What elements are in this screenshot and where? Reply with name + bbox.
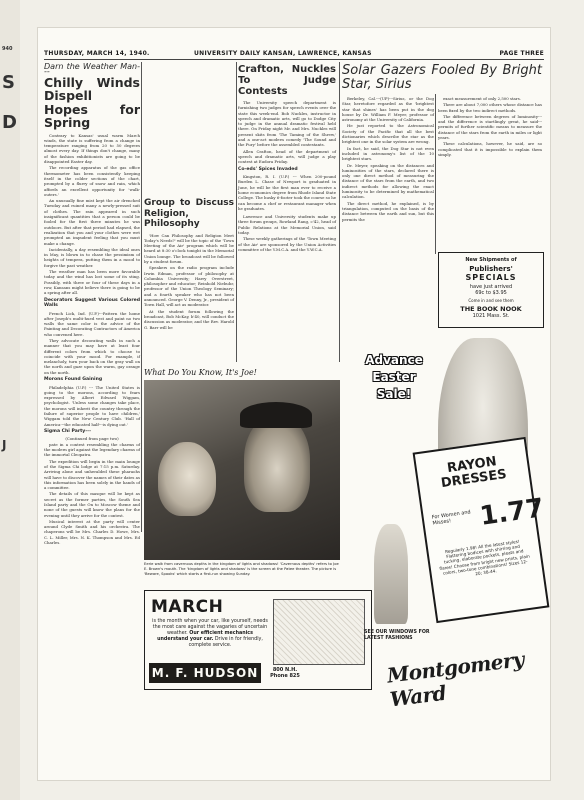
ward-ad-price-tag bbox=[413, 437, 550, 623]
ward-ad-fine-print: Regularly 1.98! All the latest styles! Flattering bodices with shirring and tucking, elaborate pockets, pleats and flares! Choose from bright new prints, plain colors, two-tone combinations! Sizes 12-20; 38-44. bbox=[438, 538, 530, 577]
actress-figure bbox=[158, 442, 216, 516]
solar-paragraph: He just reported to the Astronomical Society of the Pacific that all the best dictionaries which describe the star as the brightest one in the solar system are wrong. bbox=[342, 123, 434, 145]
adjacent-page-edge bbox=[0, 0, 20, 800]
book-ad-line: New Shipments of bbox=[465, 257, 517, 263]
hudson-ad-text-bold: Our efficient mechanics understand your car. bbox=[157, 631, 254, 642]
coeds-headline: Co-eds' Spices Invaded bbox=[238, 166, 298, 172]
book-ad-line: Publishers' bbox=[469, 265, 513, 273]
hudson-ad-text: is the month when your car, like yourself, needs the most care against the vagaries of uncertain weather. bbox=[152, 619, 268, 636]
police-cap bbox=[240, 402, 312, 428]
book-ad-line: Come in and see them bbox=[468, 298, 514, 303]
sigmachi-paragraph: The details of this masque will be kept as secret as the former parties, the South Sea Island party and the On to Moscow theme and none of the guests will know the plans for the evening until they arrive for the contest. bbox=[44, 491, 140, 518]
crafton-article bbox=[238, 64, 336, 253]
dress-illustration bbox=[374, 524, 408, 624]
solar-paragraph: The difference between degrees of luminosity---and the difference is startlingly great, he said---permits of further scientific means to measure the distance of the stars from the earth in miles or light years. bbox=[438, 113, 542, 141]
lawrence-paragraph: These weekly gatherings of the 'Town Meeting of the Air' are sponsored by the Union Activities committee of the Y.M.C.A. and the Y.W.C.A. bbox=[238, 236, 336, 252]
sigmachi-paragraph: Musical interest at the party will center around Clyde Smith and his orchestra. The chaperons will be Mrs. Charles D. Howe, Mrs. C. L. Miller, Mrs. N. K. Thompson and Mrs. Ed Charles. bbox=[44, 518, 140, 546]
ward-ad-price: 1.77 bbox=[478, 493, 546, 532]
header-paper-name: UNIVERSITY DAILY KANSAN, LAWRENCE, KANSAS bbox=[194, 50, 372, 57]
sigmachi-continued: (Continued from page two) bbox=[65, 436, 119, 442]
solar-headline: Solar Gazers Fooled By Bright Star, Sirius bbox=[342, 63, 542, 92]
actor-figure bbox=[244, 416, 310, 512]
hudson-ad-address bbox=[267, 667, 303, 679]
hudson-ad-text: Drive in for friendly, complete service. bbox=[188, 637, 263, 648]
hudson-ad-address-line: 800 N.H. bbox=[272, 667, 298, 673]
book-ad-line: SPECIALS bbox=[465, 273, 517, 282]
column-rule bbox=[435, 94, 436, 254]
weather-paragraph: The recording apparatus of the gas office thermometer has been consistently keeping itself in the colder sections of the chart, prompted by a flurry of snow and rain, which affords an excellent opportunity for 'walk-outers.' bbox=[44, 165, 140, 197]
weather-article bbox=[44, 64, 140, 546]
weather-kicker: Darn the Weather Man--- bbox=[44, 62, 140, 77]
philosophy-headline: Group to Discuss Religion, Philosophy bbox=[144, 198, 234, 229]
decorators-paragraph: French Lick, Ind. (U.P.)---Pattern the home after Joseph's multi-hued vest and paint no two walls the same color is the advice of the Painting and Decorating Contractors of America who convened here. bbox=[44, 310, 140, 337]
hudson-ad-body bbox=[152, 619, 268, 649]
crafton-paragraph: Allen Crafton, head of the department of speech and dramatic arts, will judge a play contest at Eudora Friday. bbox=[238, 148, 336, 165]
book-ad-line: have just arrived bbox=[469, 284, 513, 290]
solar-paragraph: These calculations, however, he said, are so complicated that it is impossible to explain them simply. bbox=[438, 141, 542, 157]
hudson-service-ad bbox=[144, 590, 372, 690]
ward-ad-for: For Women and Misses! bbox=[431, 509, 472, 527]
solar-paragraph: In fact, he said, the Dog Star is not even included in astronomy's list of the 10 brightest stars. bbox=[342, 145, 434, 162]
column-rule bbox=[339, 62, 340, 362]
solar-paragraph: The direct method, he explained, is by triangulation, computed on the basis of the distance between the earth and sun, but this permits the bbox=[342, 200, 434, 222]
weather-paragraph: The weather man has been more favorable today and the wind has lost some of its sting. Possibly, with three or four of these days in a row, Kansans might believe there is going to be a spring after all. bbox=[44, 269, 140, 296]
solar-column-right bbox=[438, 96, 542, 158]
movie-still-photo bbox=[144, 380, 340, 560]
edge-letter-1: S bbox=[2, 72, 15, 93]
decorators-headline: Decorators Suggest Various Colored Walls bbox=[44, 297, 140, 308]
weather-paragraph: Contrary to Kansas' usual warm March winds, the state is suffering from a change in temperature ranging from 20 to 50 degrees almost every day. If things don't change, many of the fashion exhibitionists are going to be disappointed Easter day. bbox=[44, 132, 140, 165]
header-date: THURSDAY, MARCH 14, 1940. bbox=[44, 50, 150, 57]
philosophy-article bbox=[144, 198, 234, 331]
header-page-number: PAGE THREE bbox=[499, 50, 544, 57]
weather-headline: Chilly Winds Dispell Hopes for Spring bbox=[44, 74, 140, 131]
ward-ad-logo: Montgomery Ward bbox=[385, 647, 526, 712]
coeds-paragraph: Kingston, R. I. (U.P.) --- When 200-pound Burden L. Chase of Newport is graduated in June, he will be the first man ever to receive a home economics degree from Rhode Island State College. The husky 6-footer took the course so he can become a chef or restaurant manager when he graduates. bbox=[238, 174, 336, 211]
solar-paragraph: There are about 7,000 others whose distance has been fixed by the two indirect methods. bbox=[438, 102, 542, 113]
morons-headline: Morons Found Gaining bbox=[44, 377, 103, 383]
hudson-ad-name: M. F. HUDSON bbox=[149, 663, 261, 683]
weather-paragraph: An unusually fine mist kept the air drenched Tuesday and ruined many a newly-pressed suit of clothes. The rain appeared in such insignificant quantities that a person could be fooled for the first three minutes he was outdoors. But after that period had elapsed, the realization that you and your clothes were wet prompted an impudent feeling that you must make a change. bbox=[44, 198, 140, 246]
sigmachi-paragraph: The expedition will begin in the main lounge of the Sigma Chi lodge at 7:15 p.m. Saturday. Arriving alone and unheralded these pharaohs will have to discover the names of their dates as this information has been solely in the hands of a committee. bbox=[44, 458, 140, 491]
edge-letter-2: D bbox=[2, 112, 17, 133]
solar-article bbox=[342, 64, 542, 92]
crafton-paragraph: The University speech department is furnishing two judges for speech events over the state this week-end. Bob Nuckles, instructor in speech and dramatic arts, will go to Dodge City to judge in the annual dramatic festival held there. On Friday night Mr. and Mrs. Nuckles will present skits from 'The Taming of the Shrew,' and a one-act modern comedy 'The Sound and the Fury' before the assembled contestants. bbox=[238, 100, 336, 148]
column-rule bbox=[236, 62, 237, 362]
lawrence-paragraph: Lawrence and University students make up three forum groups, Rowland Rang, c'42, head of Public Relations at the Memorial Union, said today. bbox=[238, 214, 336, 236]
sigmachi-headline: Sigma Chi Party--- bbox=[44, 428, 91, 434]
newspaper-page bbox=[38, 28, 550, 780]
solar-column-left bbox=[342, 96, 434, 223]
photo-caption: Eerie walk from cavernous depths in the kingdom of lights and shadows! 'Cavernous depths' refers to Joe E. Brown's mouth. The 'kingdom of lights and shadows' is the screen at the Patee theater. The picture is 'Beware, Spooks' which starts a first-run showing Sunday. bbox=[144, 562, 339, 576]
photo-caption-head: What Do You Know, It's Joe! bbox=[144, 368, 257, 377]
hudson-ad-phone: Phone 825 bbox=[270, 673, 300, 679]
philosophy-paragraph: At the student forum following the broadcast, Bob McKay, b'40, will conduct the discussion as moderator, and the Rev. Harold G. Barr will be bbox=[144, 308, 234, 330]
crafton-headline: Crafton, Nuckles To Judge Contests bbox=[238, 64, 336, 97]
sigmachi-paragraph: pate in a contest resembling the charms of the modern girl against the legendary charms of the immortal Cleopatra. bbox=[44, 441, 140, 458]
ward-ad-see-windows: SEE OUR WINDOWS FOR LATEST FASHIONS bbox=[364, 630, 430, 641]
page-header bbox=[44, 50, 544, 60]
decorators-paragraph: They advocate decorating walls in such a manner that you may have at least four different colors from which to choose to coincide with your mood. For example, if melancholy, turn your back on the gray wall on the north and gaze upon the warm, gay orange on the north. bbox=[44, 337, 140, 375]
morons-paragraph: Philadelphia (U.P.) --- The United States is going to the morons, according to fears expressed by Albert Edward Wiggam, psychologist. 'Unless some changes take place, the morons will inherit the country through the failure of superior people to have children,' Wiggam told the New Century Club. 'Hall of America---the educated half---is dying out.' bbox=[44, 384, 140, 427]
ward-ad-advance: Advance Easter Sale! bbox=[365, 353, 423, 401]
book-ad-line: 1021 Mass. St. bbox=[472, 313, 510, 319]
solar-paragraph: Berkeley, Cal.---(UP)---Sirius, or the Dog Star, heretofore regarded as the 'brightest star that shines' has been put in the dog house by Dr. William F. Meyer, professor of astronomy at the University of California. bbox=[342, 96, 434, 123]
book-ad-line: 69c to $3.95 bbox=[475, 290, 507, 296]
solar-paragraph: Dr. Meyer, speaking on the distances and luminosities of the stars, declared there is only one direct method of measuring the distance of the stars from the earth, and two indirect methods for allowing the exact luminosity to be determined by mathematical calculation. bbox=[342, 162, 434, 200]
solar-paragraph: exact measurement of only 2,500 stars. bbox=[443, 96, 521, 101]
hudson-ad-month: MARCH bbox=[151, 597, 224, 617]
weather-paragraph: Incidentally, a day resembling the ideal ones in May, is blown in to chase the pessimism of heights of tempera, putting them in a mood to forgive the past weather. bbox=[44, 246, 140, 268]
philosophy-paragraph: Speakers on the radio program include Irwin Edman, professor of philosophy at Columbia University; Harry Overstreet, philosopher and educator; Reinhold Niebuhr, professor of the Union Theology Seminary; and a fourth speaker who has not been announced. George V. Denny, Jr., president of Town Hall, will act as moderator. bbox=[144, 265, 234, 308]
column-rule bbox=[141, 62, 142, 532]
edge-year: 940 bbox=[2, 46, 13, 52]
book-ad-line: THE BOOK NOOK bbox=[460, 305, 522, 313]
montgomery-ward-ad bbox=[358, 324, 546, 720]
edge-letter-3: J bbox=[2, 438, 7, 452]
philosophy-paragraph: 'How Can Philosophy and Religion Meet Today's Needs?' will be the topic of the 'Town Meeting of the Air' program which will be heard at 8:30 o'clock tonight in the Memorial Union lounge. The broadcast will be followed by a student forum. bbox=[144, 232, 234, 264]
ward-ad-rayon: RAYON DRESSES bbox=[440, 454, 508, 492]
book-nook-ad bbox=[438, 252, 544, 328]
hudson-ad-illustration bbox=[273, 599, 365, 665]
